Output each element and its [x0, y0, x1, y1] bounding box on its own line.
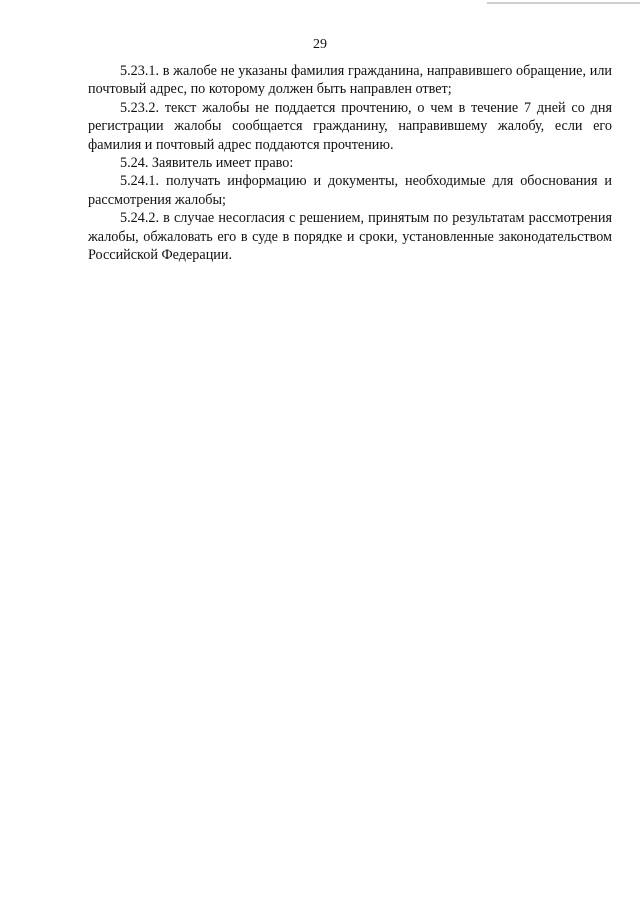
document-body — [88, 62, 612, 264]
clause-5-23-1: 5.23.1. в жалобе не указаны фамилия гражданина, направившего обращение, или почтовый адрес, по которому должен быть направлен ответ; — [88, 63, 612, 98]
clause-5-24-2: 5.24.2. в случае несогласия с решением, принятым по результатам рассмотрения жалобы, обжаловать его в суде в порядке и сроки, установленные законодательством Российской Федерации. — [88, 210, 612, 264]
scan-edge-line — [487, 2, 640, 4]
clause-5-24-1: 5.24.1. получать информацию и документы, необходимые для обоснования и рассмотрения жалобы; — [88, 173, 612, 208]
clause-5-24: 5.24. Заявитель имеет право: — [120, 155, 294, 172]
clause-5-23-2: 5.23.2. текст жалобы не поддается прочтению, о чем в течение 7 дней со дня регистрации жалобы сообщается гражданину, направившему жалобу, если его фамилия и почтовый адрес поддаются прочтению. — [88, 99, 612, 153]
page-number: 29 — [313, 37, 327, 52]
